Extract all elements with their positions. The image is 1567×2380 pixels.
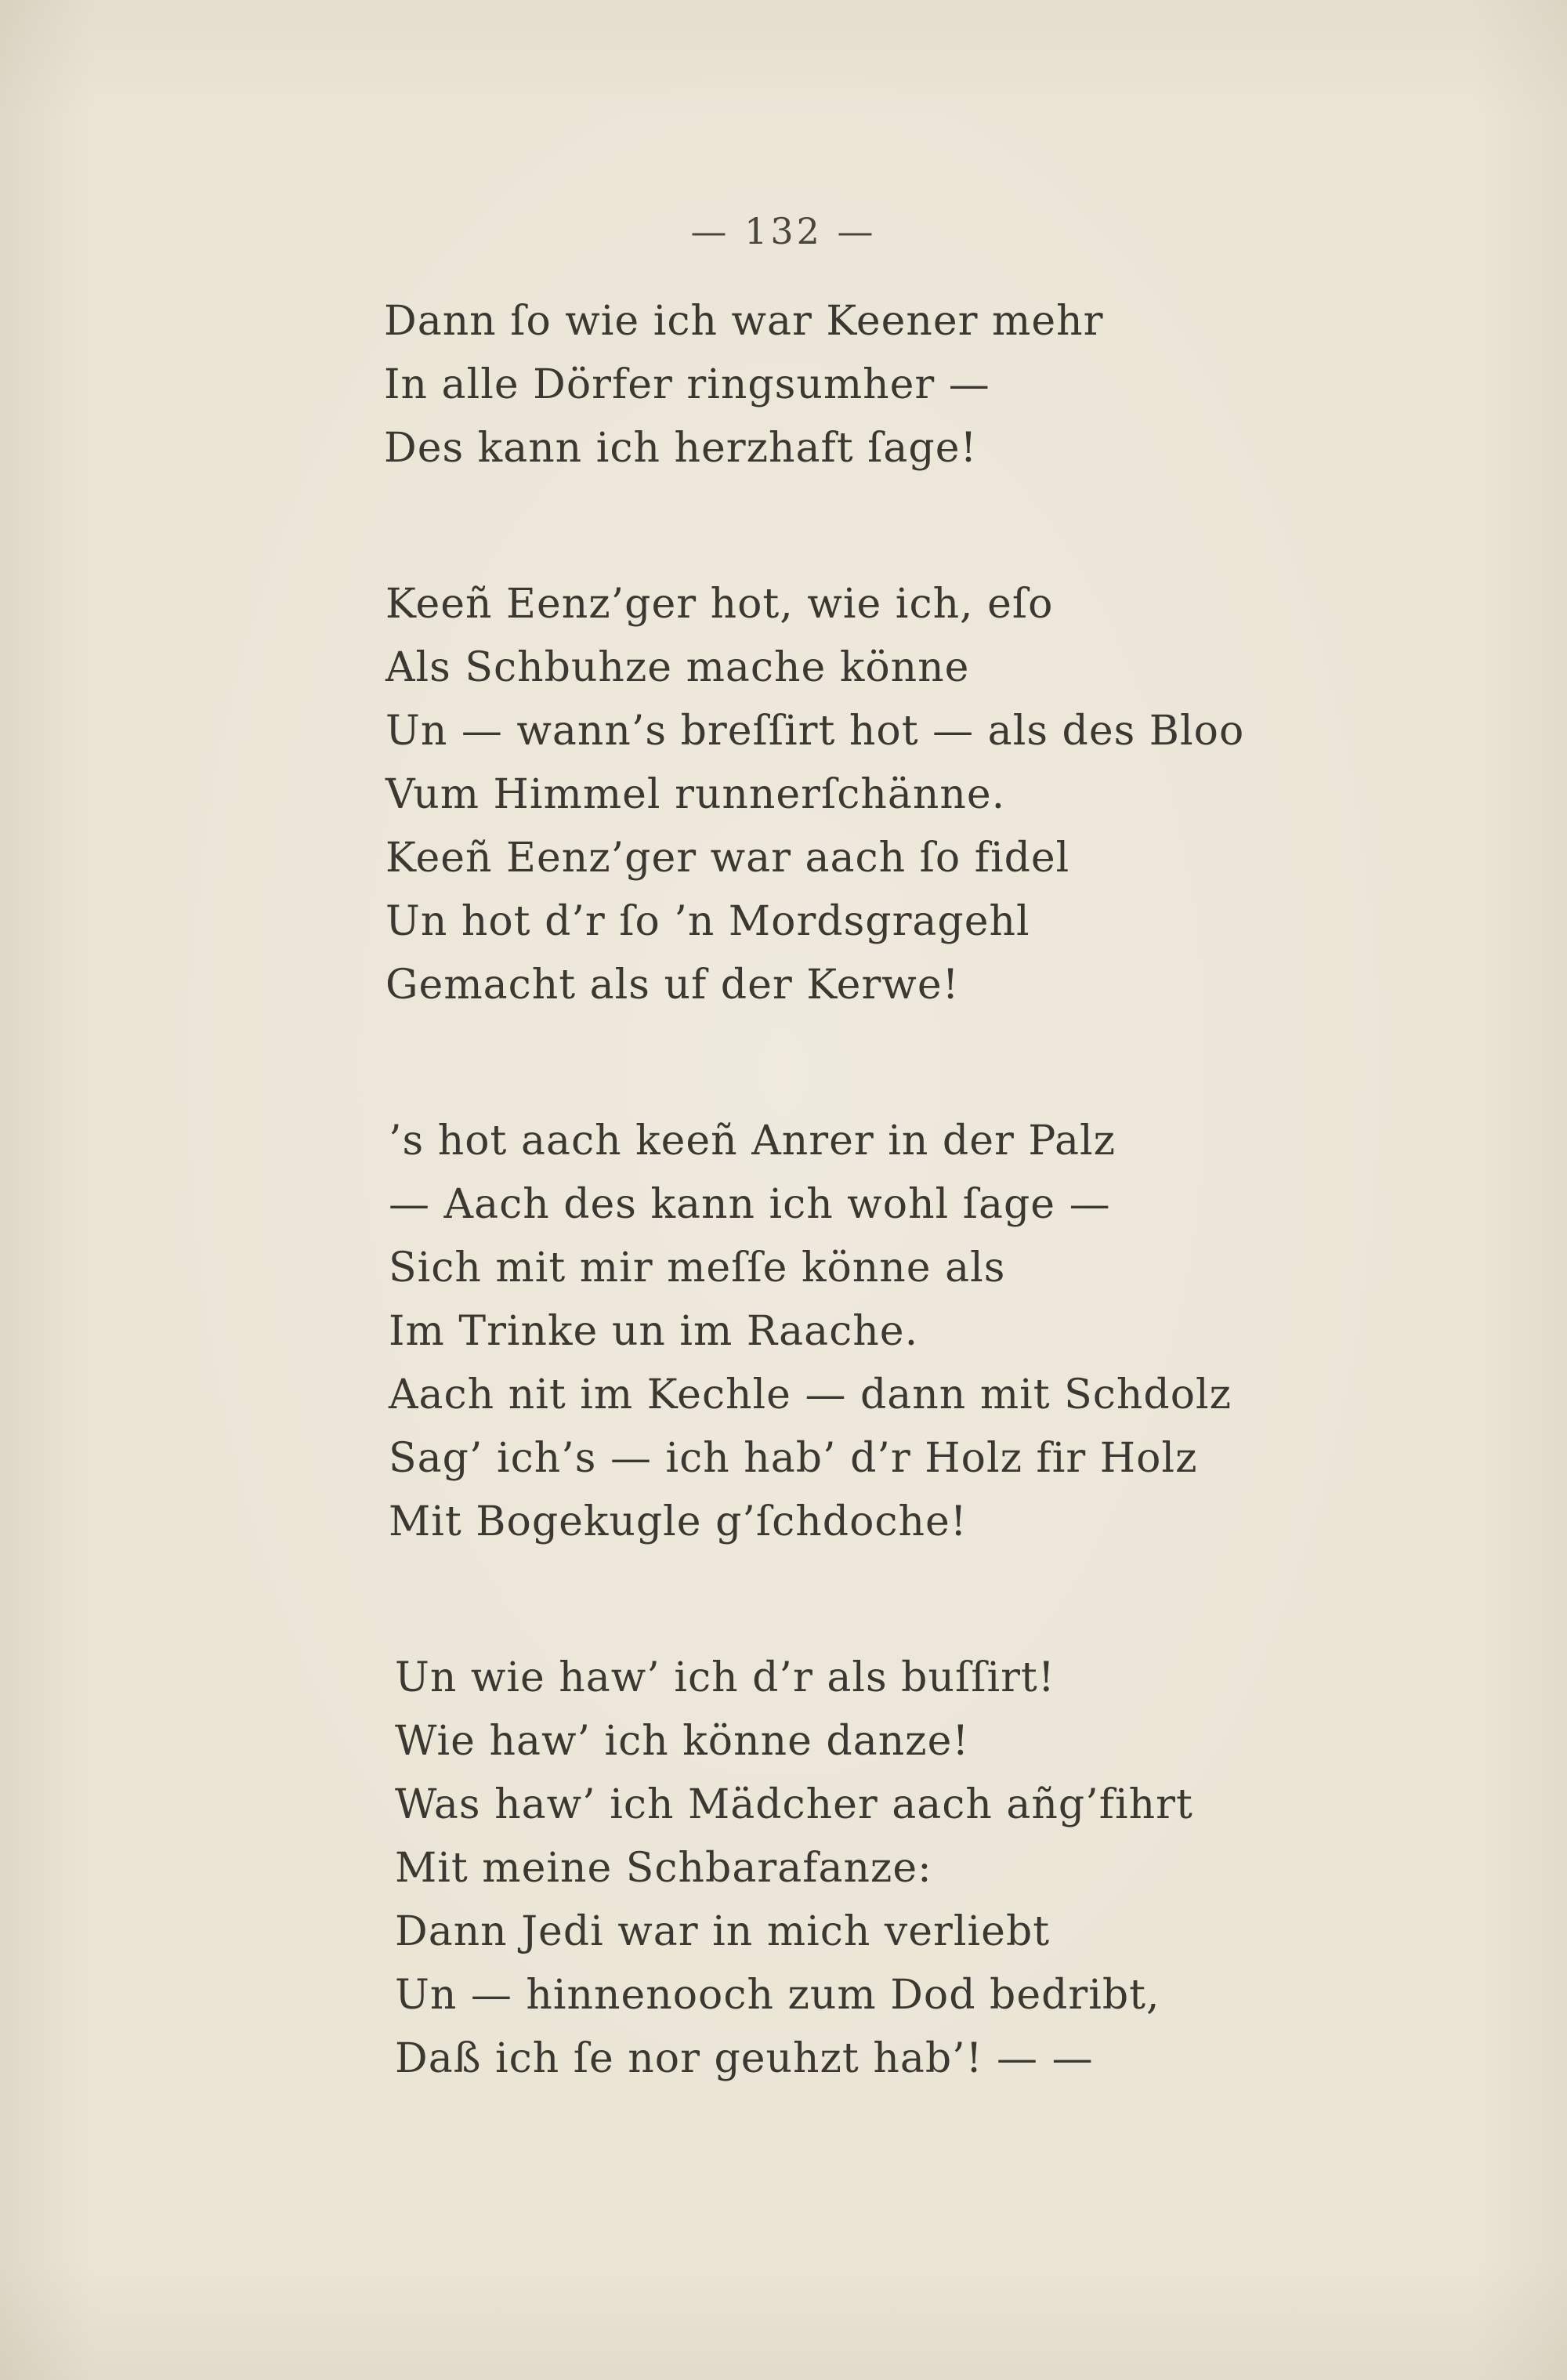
poem-line: Im Trinke un im Raache. (389, 1308, 919, 1355)
poem-line: Un hot d’r ſo ’n Mordsgragehl (385, 898, 1030, 945)
poem-line: Un — hinnenooch zum Dod bedribt, (395, 1972, 1160, 2019)
poem-line: In alle Dörfer ringsumher — (384, 361, 990, 408)
poem-line: Mit Bogekugle g’ſchdoche! (389, 1498, 968, 1545)
poem-line: Wie haw’ ich könne danze! (395, 1718, 970, 1765)
poem-line: Keeñ Eenz’ger war aach ſo fidel (385, 835, 1070, 882)
poem-line: ’s hot aach keeñ Anrer in der Palz (389, 1118, 1116, 1165)
poem-line: Keeñ Eenz’ger hot, wie ich, eſo (385, 581, 1054, 628)
poem-line: — Aach des kann ich wohl ſage — (389, 1181, 1111, 1228)
poem-line: Vum Himmel runnerſchänne. (385, 771, 1006, 818)
poem-line: Gemacht als uf der Kerwe! (385, 962, 960, 1009)
stanza-2 (384, 573, 1402, 1017)
poem-line: Un — wann’s breſſirt hot — als des Bloo (385, 708, 1245, 755)
poem-line: Als Schbuhze mache könne (385, 644, 970, 691)
poem-line: Dann ſo wie ich war Keener mehr (384, 298, 1104, 345)
poem-line: Daß ich ſe nor geuhzt hab’! — — (395, 2035, 1094, 2082)
poem-line: Was haw’ ich Mädcher aach añg’fihrt (395, 1781, 1193, 1828)
poem-line: Dann Jedi war in mich verliebt (395, 1908, 1051, 1955)
page-number: — 132 — (690, 210, 877, 252)
poem-line: Sich mit mir meſſe könne als (389, 1244, 1006, 1291)
poem-line: Un wie haw’ ich d’r als buſſirt! (395, 1654, 1055, 1701)
poem-line: Mit meine Schbarafanze: (395, 1845, 932, 1892)
stanza-3 (384, 1110, 1402, 1554)
poem (384, 290, 1402, 2183)
stanza-1 (384, 290, 1402, 480)
poem-line: Sag’ ich’s — ich hab’ d’r Holz fir Holz (389, 1435, 1198, 1482)
stanza-4 (384, 1646, 1402, 2091)
poem-line: Aach nit im Kechle — dann mit Schdolz (389, 1371, 1232, 1418)
poem-line: Des kann ich herzhaft ſage! (384, 425, 978, 472)
